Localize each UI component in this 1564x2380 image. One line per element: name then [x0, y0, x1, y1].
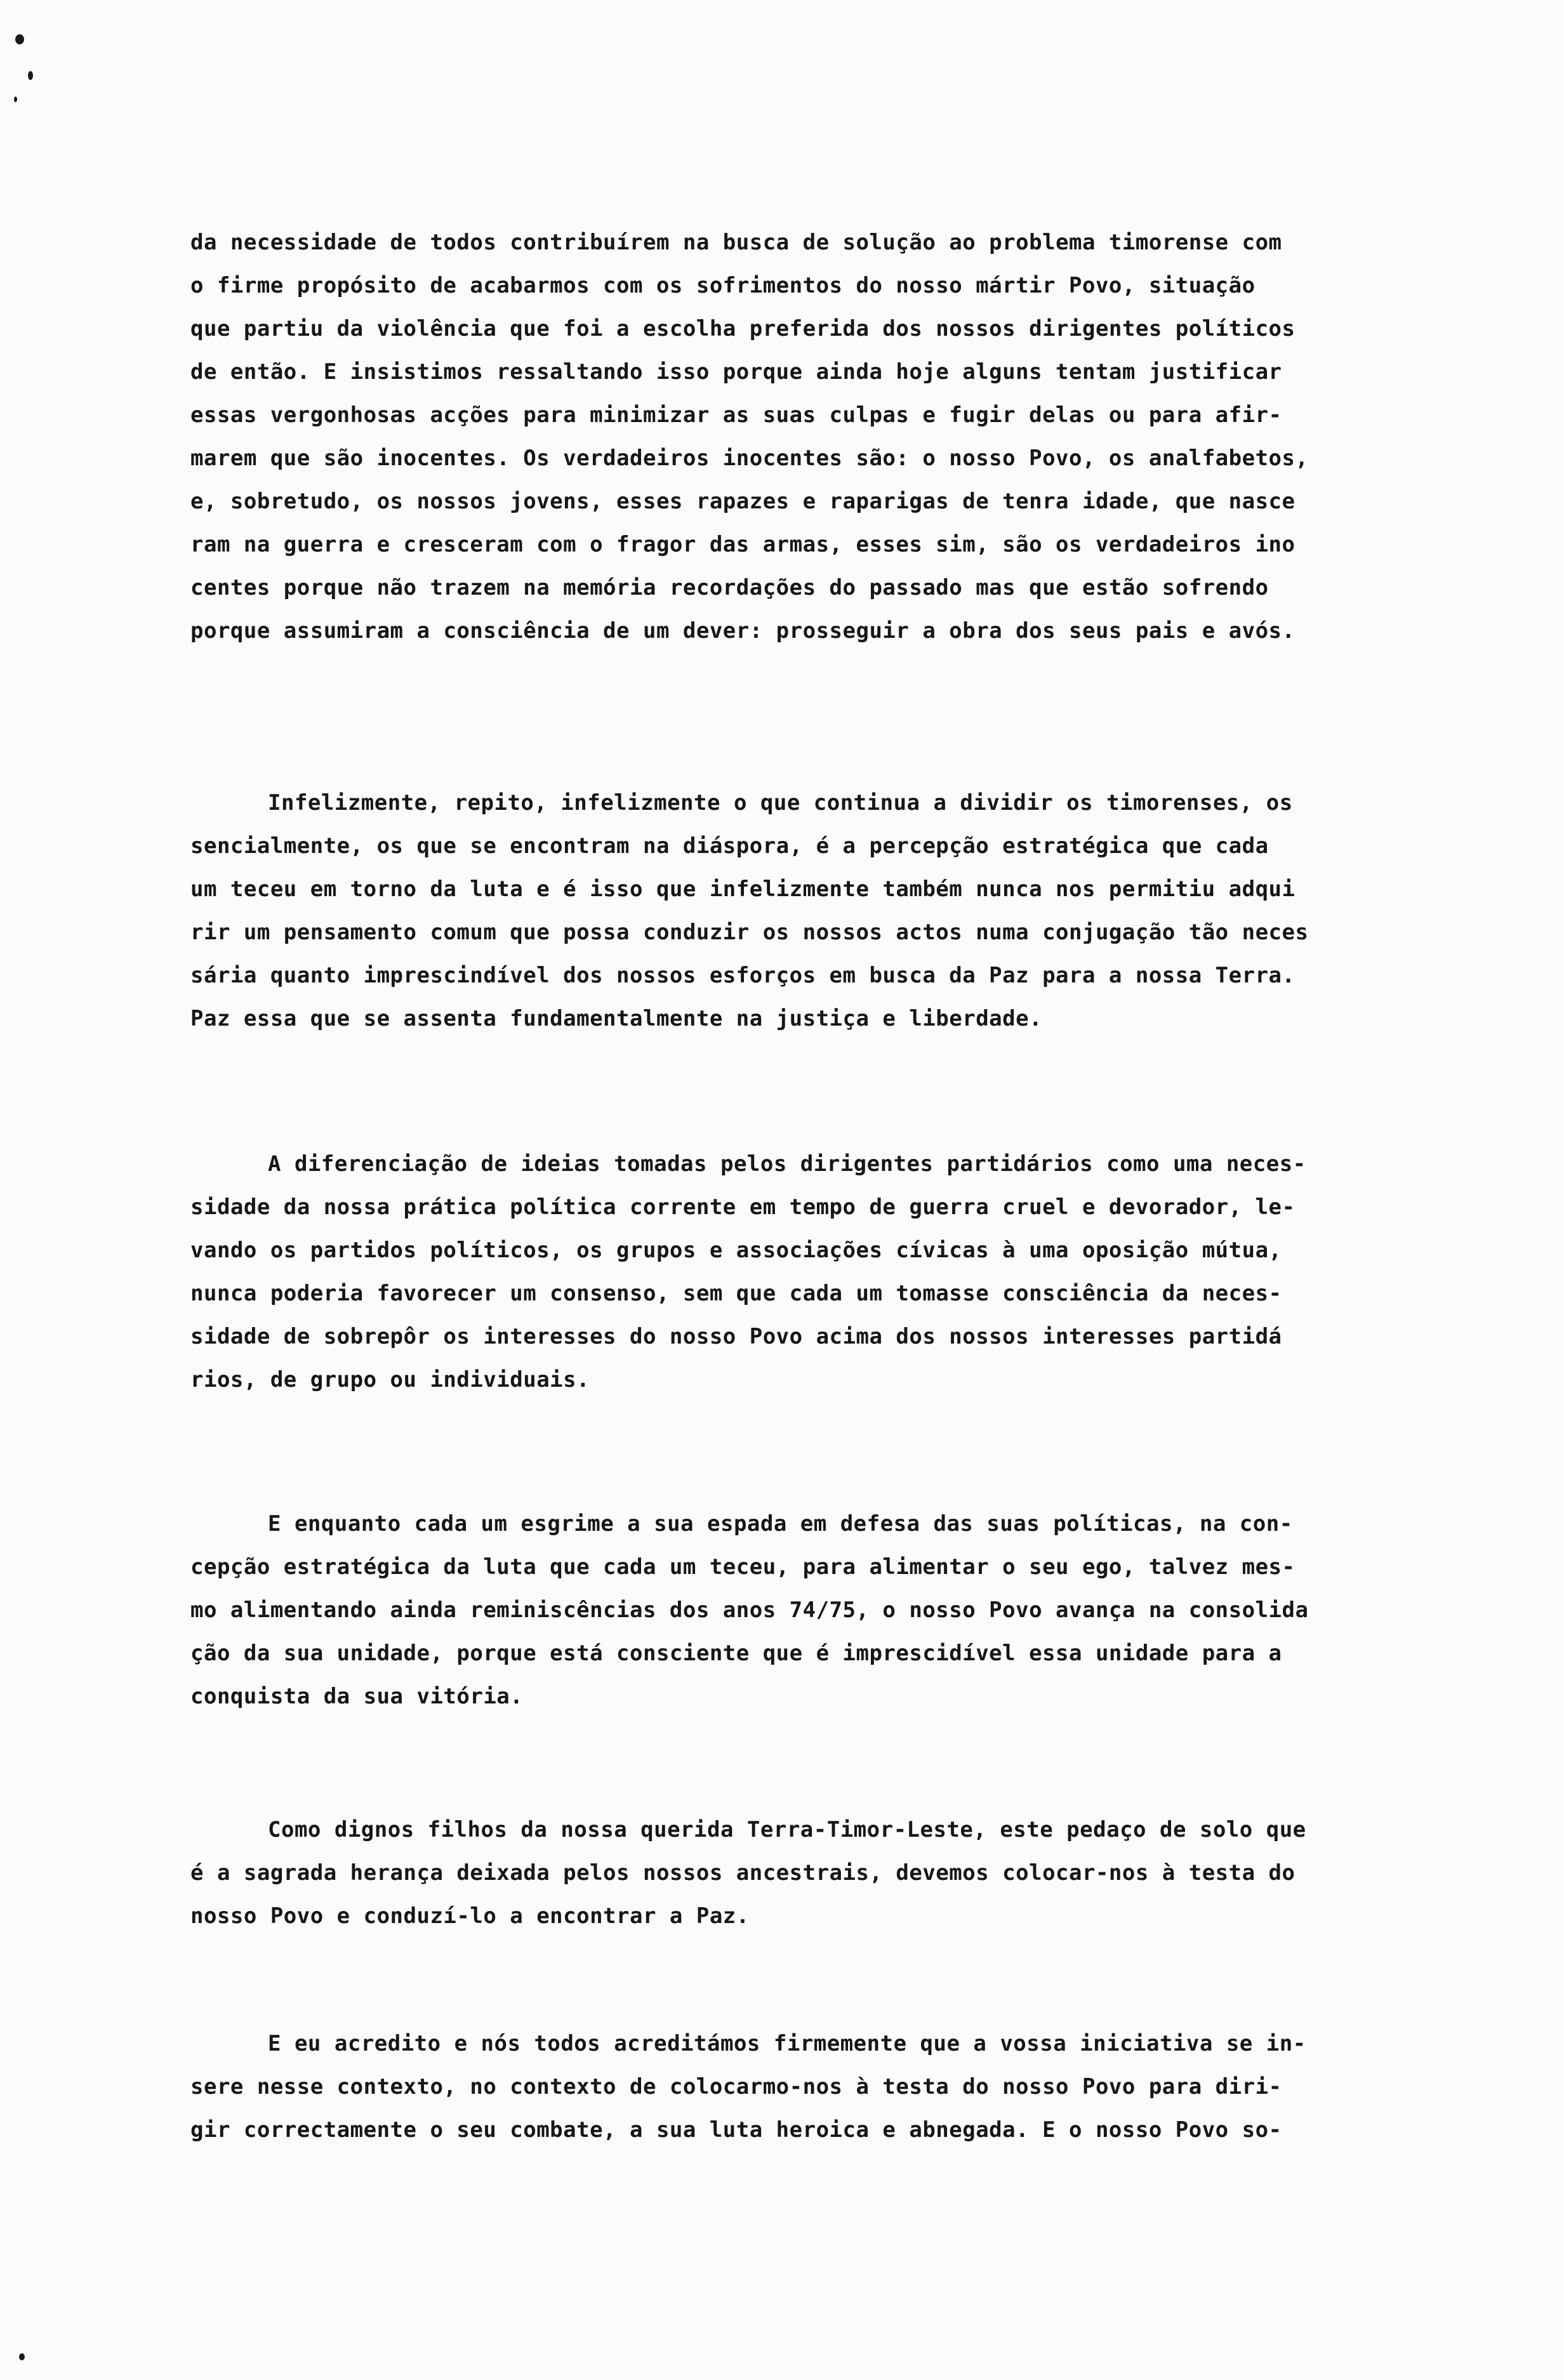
text-line: Como dignos filhos da nossa querida Terra-Timor-Leste, este pedaço de solo que [268, 1817, 1306, 1842]
scan-speck-top-2 [28, 71, 33, 80]
scan-speck-top [15, 34, 24, 44]
text-line: ram na guerra e cresceram com o fragor das armas, esses sim, são os verdadeiros ino [190, 532, 1296, 557]
text-line: cepção estratégica da luta que cada um teceu, para alimentar o seu ego, talvez mes- [190, 1554, 1296, 1580]
text-line: essas vergonhosas acções para minimizar as suas culpas e fugir delas ou para afir- [190, 402, 1282, 428]
text-line: conquista da sua vitória. [190, 1684, 524, 1709]
text-line: é a sagrada herança deixada pelos nossos ancestrais, devemos colocar-nos à testa do [190, 1860, 1296, 1886]
text-line: que partiu da violência que foi a escolha preferida dos nossos dirigentes políticos [190, 316, 1296, 341]
text-line: o firme propósito de acabarmos com os sofrimentos do nosso mártir Povo, situação [190, 273, 1256, 298]
text-line: nosso Povo e conduzí-lo a encontrar a Paz. [190, 1903, 750, 1929]
text-line: ção da sua unidade, porque está consciente que é imprescidível essa unidade para a [190, 1641, 1282, 1666]
text-line: e, sobretudo, os nossos jovens, esses rapazes e raparigas de tenra idade, que nasce [190, 489, 1296, 514]
text-line: centes porque não trazem na memória recordações do passado mas que estão sofrendo [190, 575, 1269, 600]
text-line: sidade de sobrepôr os interesses do nosso Povo acima dos nossos interesses partidá [190, 1324, 1282, 1349]
text-line: sencialmente, os que se encontram na diáspora, é a percepção estratégica que cada [190, 833, 1269, 859]
text-line: um teceu em torno da luta e é isso que infelizmente também nunca nos permitiu adqui [190, 876, 1296, 902]
scan-speck-top-3 [14, 96, 17, 102]
text-line: porque assumiram a consciência de um dever: prosseguir a obra dos seus pais e avós. [190, 618, 1296, 644]
text-line: vando os partidos políticos, os grupos e associações cívicas à uma oposição mútua, [190, 1238, 1282, 1263]
text-line: nunca poderia favorecer um consenso, sem que cada um tomasse consciência da neces- [190, 1281, 1282, 1306]
text-line: rir um pensamento comum que possa conduzir os nossos actos numa conjugação tão neces [190, 920, 1309, 945]
text-line: de então. E insistimos ressaltando isso porque ainda hoje alguns tentam justificar [190, 359, 1282, 385]
text-line: gir correctamente o seu combate, a sua luta heroica e abnegada. E o nosso Povo so- [190, 2117, 1282, 2143]
text-line: marem que são inocentes. Os verdadeiros inocentes são: o nosso Povo, os analfabetos, [190, 446, 1309, 471]
text-line: E enquanto cada um esgrime a sua espada em defesa das suas políticas, na con- [268, 1511, 1293, 1537]
text-line: sária quanto imprescindível dos nossos esforços em busca da Paz para a nossa Terra. [190, 963, 1296, 988]
text-line: mo alimentando ainda reminiscências dos anos 74/75, o nosso Povo avança na consolida [190, 1597, 1309, 1623]
text-line: sere nesse contexto, no contexto de colocarmo-nos à testa do nosso Povo para diri- [190, 2074, 1282, 2099]
text-line: E eu acredito e nós todos acreditámos firmemente que a vossa iniciativa se in- [268, 2031, 1306, 2056]
text-line: da necessidade de todos contribuírem na busca de solução ao problema timorense com [190, 230, 1282, 255]
text-line: rios, de grupo ou individuais. [190, 1367, 590, 1392]
text-line: Paz essa que se assenta fundamentalmente na justiça e liberdade. [190, 1006, 1043, 1031]
text-line: Infelizmente, repito, infelizmente o que continua a dividir os timorenses, os [268, 790, 1293, 816]
text-line: sidade da nossa prática política corrente em tempo de guerra cruel e devorador, le- [190, 1194, 1296, 1220]
scan-speck-bottom [19, 2353, 25, 2360]
text-line: A diferenciação de ideias tomadas pelos dirigentes partidários como uma neces- [268, 1151, 1306, 1177]
